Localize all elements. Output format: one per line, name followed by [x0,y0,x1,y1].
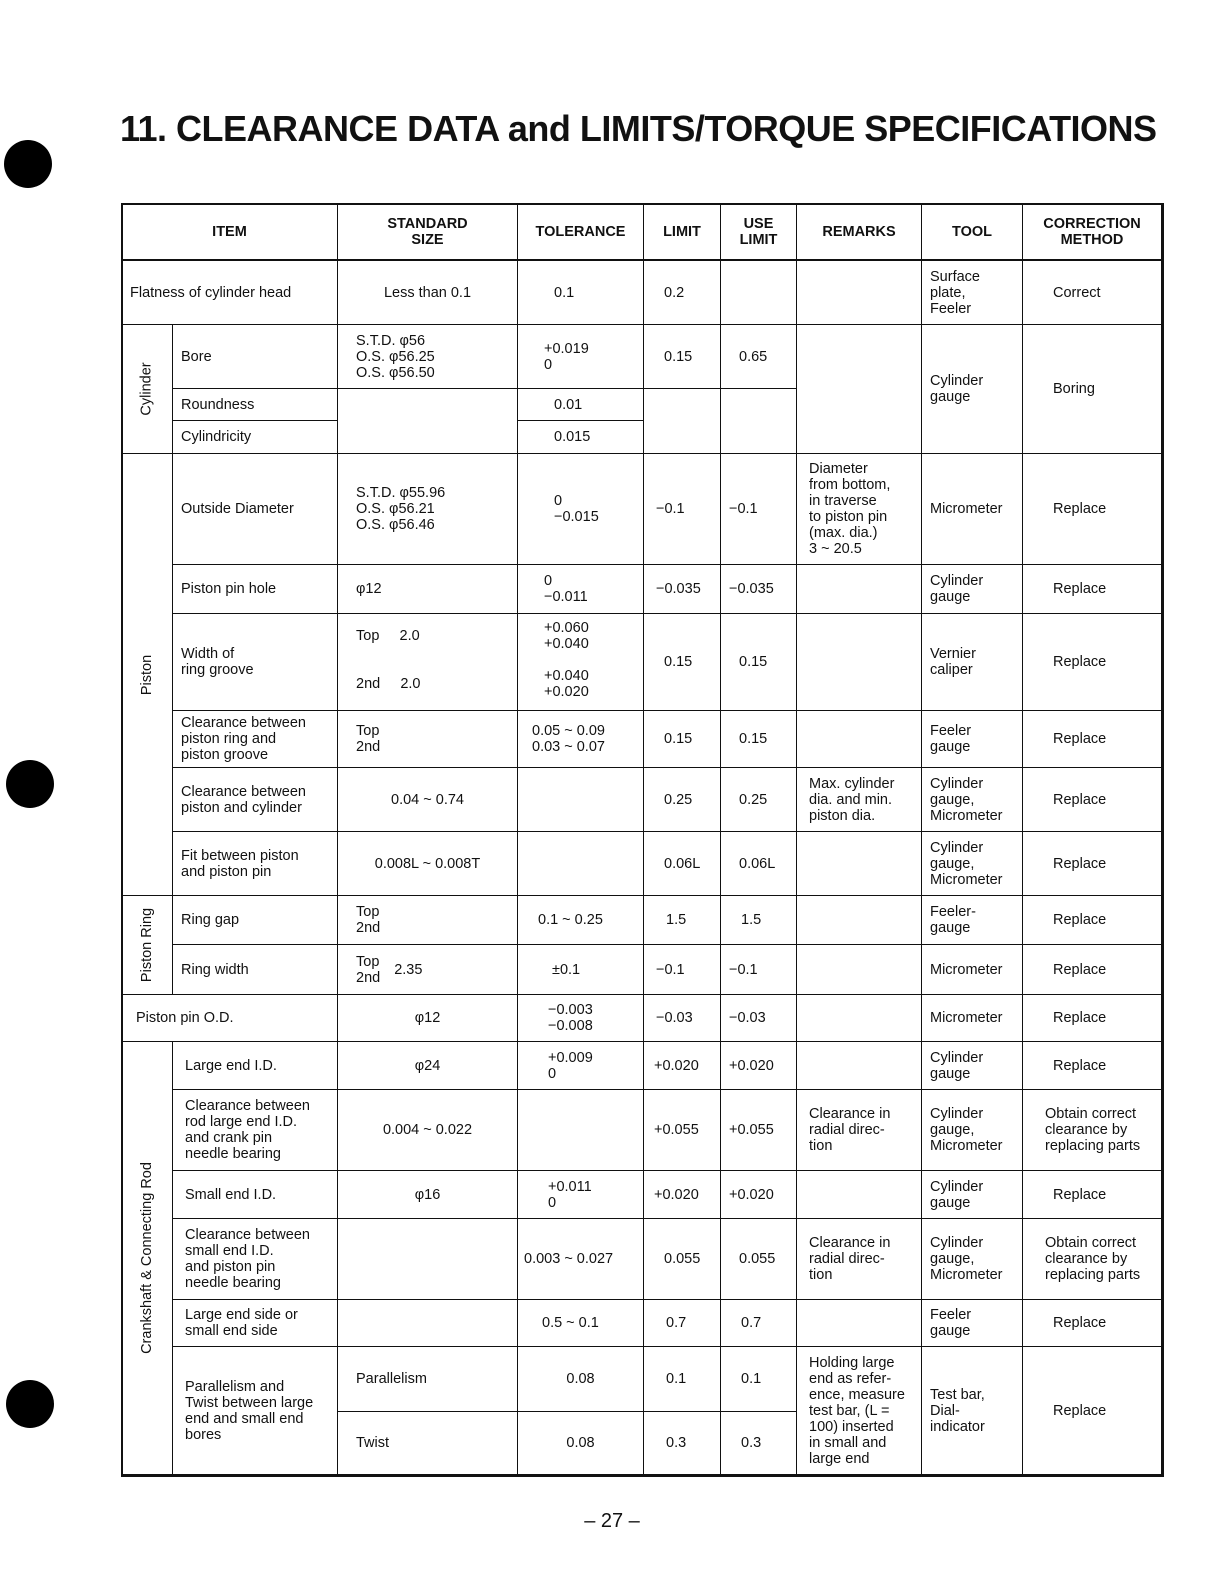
cell-tolerance: 0.1 ~ 0.25 [517,895,644,945]
cell-standard-size: 0.004 ~ 0.022 [337,1089,518,1171]
cell-standard-size [337,1299,518,1347]
std-2nd: 2nd 2.0 [356,676,421,692]
cell-tool: Cylinder gauge, Micrometer [921,1218,1023,1300]
header-remarks: REMARKS [796,203,922,260]
cell-tolerance: 0.003 ~ 0.027 [517,1218,644,1300]
header-tolerance: TOLERANCE [517,203,644,260]
cell-correction-method: Obtain correct clearance by replacing parts [1022,1218,1162,1300]
cell-item: Piston pin hole [172,564,338,614]
cell-tolerance: +0.019 0 [517,324,644,389]
cell-limit: +0.020 [643,1041,721,1090]
cell-limit: −0.1 [643,944,721,995]
cell-tool: Vernier caliper [921,613,1023,711]
cell-correction-method: Replace [1022,767,1162,832]
cell-tool: Cylinder gauge [921,1041,1023,1090]
cell-standard-size: φ16 [337,1170,518,1219]
cell-tolerance: 0.1 [517,260,644,325]
cell-correction-method: Replace [1022,1170,1162,1219]
cell-standard-size: Top 2nd [337,710,518,768]
cell-correction-method: Obtain correct clearance by replacing parts [1022,1089,1162,1171]
cell-use-limit [720,388,797,454]
cell-tolerance: 0.05 ~ 0.09 0.03 ~ 0.07 [517,710,644,768]
cell-remarks [796,944,922,995]
cell-limit: −0.1 [643,453,721,565]
cell-use-limit: +0.020 [720,1041,797,1090]
cell-tool: Cylinder gauge, Micrometer [921,831,1023,896]
header-item: ITEM [121,203,338,260]
cell-limit: −0.03 [643,994,721,1042]
cell-tolerance: 0.01 [517,388,644,421]
cell-limit: 0.25 [643,767,721,832]
cell-limit: 0.15 [643,710,721,768]
cell-standard-size: Top 2nd [337,895,518,945]
cell-correction-method: Replace [1022,613,1162,711]
cell-use-limit [720,260,797,325]
cell-remarks [796,710,922,768]
cell-limit: 0.15 [643,324,721,389]
cell-tolerance: 0.5 ~ 0.1 [517,1299,644,1347]
cell-use-limit: 0.055 [720,1218,797,1300]
cell-use-limit: 0.25 [720,767,797,832]
cell-use-limit: −0.1 [720,944,797,995]
tol-top: +0.060 +0.040 [544,620,589,652]
cell-remarks [796,1299,922,1347]
cell-limit: 0.3 [643,1411,721,1475]
cell-tool: Test bar, Dial- indicator [921,1346,1023,1475]
cell-correction-method: Replace [1022,1299,1162,1347]
cell-tool: Surface plate, Feeler [921,260,1023,325]
cell-tolerance: 0.08 [517,1346,644,1412]
cell-remarks [796,831,922,896]
cell-standard-size: S.T.D. φ55.96 O.S. φ56.21 O.S. φ56.46 [337,453,518,565]
header-use-limit: USE LIMIT [720,203,797,260]
cell-standard-size: 0.04 ~ 0.74 [337,767,518,832]
tol-2nd: +0.040 +0.020 [544,668,589,700]
cell-item: Clearance between piston ring and piston groove [172,710,338,768]
cell-limit: +0.055 [643,1089,721,1171]
cell-remarks [796,260,922,325]
cell-correction-method: Boring [1022,324,1162,454]
cell-correction-method: Replace [1022,831,1162,896]
cell-use-limit: +0.055 [720,1089,797,1171]
cell-tool: Feeler gauge [921,1299,1023,1347]
cell-standard-size: Parallelism [337,1346,518,1412]
group-label-piston: Piston [121,453,173,896]
page-number: – 27 – [584,1510,640,1532]
cell-use-limit: 0.3 [720,1411,797,1475]
cell-item: Clearance between piston and cylinder [172,767,338,832]
cell-item: Bore [172,324,338,389]
cell-standard-size: S.T.D. φ56 O.S. φ56.25 O.S. φ56.50 [337,324,518,389]
cell-standard-size [337,613,518,711]
cell-remarks: Max. cylinder dia. and min. piston dia. [796,767,922,832]
cell-item: Flatness of cylinder head [121,260,338,325]
cell-tool: Cylinder gauge [921,1170,1023,1219]
cell-remarks [796,564,922,614]
cell-limit: 0.1 [643,1346,721,1412]
cell-tolerance [517,613,644,711]
cell-item: Clearance between rod large end I.D. and crank pin needle bearing [172,1089,338,1171]
cell-use-limit: 1.5 [720,895,797,945]
cell-limit: 0.06L [643,831,721,896]
cell-limit: +0.020 [643,1170,721,1219]
cell-remarks [796,994,922,1042]
group-label-crankshaft: Crankshaft & Connecting Rod [121,1041,173,1475]
cell-tolerance: 0 −0.015 [517,453,644,565]
cell-use-limit: 0.15 [720,710,797,768]
cell-standard-size: Less than 0.1 [337,260,518,325]
cell-use-limit: −0.03 [720,994,797,1042]
cell-tolerance: 0 −0.011 [517,564,644,614]
cell-tool: Feeler gauge [921,710,1023,768]
cell-remarks [796,1170,922,1219]
cell-tool: Cylinder gauge, Micrometer [921,767,1023,832]
cell-remarks: Clearance in radial direc- tion [796,1089,922,1171]
cell-use-limit: 0.15 [720,613,797,711]
cell-standard-size: φ12 [337,994,518,1042]
page-title: 11. CLEARANCE DATA and LIMITS/TORQUE SPECIFICATIONS [120,108,1157,149]
cell-limit: −0.035 [643,564,721,614]
cell-limit: 1.5 [643,895,721,945]
cell-remarks: Clearance in radial direc- tion [796,1218,922,1300]
cell-remarks [796,1041,922,1090]
cell-standard-size: Twist [337,1411,518,1475]
cell-tool: Micrometer [921,994,1023,1042]
cell-limit [643,388,721,454]
std-labels: Top 2nd [356,953,381,986]
cell-remarks [796,324,922,454]
cell-correction-method: Correct [1022,260,1162,325]
header-standard-size: STANDARD SIZE [337,203,518,260]
cell-correction-method: Replace [1022,1041,1162,1090]
cell-correction-method: Replace [1022,1346,1162,1475]
cell-item: Small end I.D. [172,1170,338,1219]
cell-standard-size [337,944,518,995]
cell-remarks: Holding large end as refer- ence, measure test bar, (L = 100) inserted in small and large end [796,1346,922,1475]
header-limit: LIMIT [643,203,721,260]
cell-limit: 0.2 [643,260,721,325]
cell-tolerance: ±0.1 [517,944,644,995]
header-tool: TOOL [921,203,1023,260]
cell-tolerance [517,1089,644,1171]
cell-correction-method: Replace [1022,994,1162,1042]
cell-tolerance [517,767,644,832]
cell-remarks: Diameter from bottom, in traverse to piston pin (max. dia.) 3 ~ 20.5 [796,453,922,565]
cell-tool: Cylinder gauge, Micrometer [921,1089,1023,1171]
cell-tool: Cylinder gauge [921,324,1023,454]
cell-tool: Micrometer [921,944,1023,995]
cell-standard-size [337,1218,518,1300]
cell-item: Piston pin O.D. [121,994,338,1042]
cell-tolerance: 0.08 [517,1411,644,1475]
cell-item: Parallelism and Twist between large end and small end bores [172,1346,338,1475]
std-value: 2.35 [394,961,423,978]
cell-correction-method: Replace [1022,710,1162,768]
cell-standard-size [337,388,518,454]
cell-use-limit: 0.7 [720,1299,797,1347]
cell-item: Large end side or small end side [172,1299,338,1347]
cell-standard-size: φ12 [337,564,518,614]
cell-tool: Cylinder gauge [921,564,1023,614]
cell-item: Outside Diameter [172,453,338,565]
cell-standard-size: φ24 [337,1041,518,1090]
cell-item: Fit between piston and piston pin [172,831,338,896]
cell-item: Large end I.D. [172,1041,338,1090]
group-label-cylinder: Cylinder [121,324,173,454]
cell-tolerance: +0.011 0 [517,1170,644,1219]
cell-tolerance: 0.015 [517,420,644,454]
std-top: Top 2.0 [356,628,420,644]
header-correction-method: CORRECTION METHOD [1022,203,1162,260]
cell-use-limit: 0.65 [720,324,797,389]
cell-tool: Micrometer [921,453,1023,565]
cell-item: Clearance between small end I.D. and piston pin needle bearing [172,1218,338,1300]
cell-use-limit: 0.06L [720,831,797,896]
cell-correction-method: Replace [1022,944,1162,995]
cell-remarks [796,613,922,711]
cell-item: Width of ring groove [172,613,338,711]
cell-item: Ring width [172,944,338,995]
cell-limit: 0.055 [643,1218,721,1300]
cell-tolerance [517,831,644,896]
cell-item: Cylindricity [172,420,338,454]
cell-correction-method: Replace [1022,895,1162,945]
cell-use-limit: −0.035 [720,564,797,614]
cell-use-limit: +0.020 [720,1170,797,1219]
cell-correction-method: Replace [1022,453,1162,565]
cell-limit: 0.7 [643,1299,721,1347]
cell-item: Ring gap [172,895,338,945]
cell-standard-size: 0.008L ~ 0.008T [337,831,518,896]
cell-use-limit: 0.1 [720,1346,797,1412]
cell-use-limit: −0.1 [720,453,797,565]
cell-remarks [796,895,922,945]
cell-tool: Feeler- gauge [921,895,1023,945]
cell-tolerance: +0.009 0 [517,1041,644,1090]
cell-item: Roundness [172,388,338,421]
group-label-piston-ring: Piston Ring [121,895,173,995]
cell-limit: 0.15 [643,613,721,711]
cell-correction-method: Replace [1022,564,1162,614]
cell-tolerance: −0.003 −0.008 [517,994,644,1042]
